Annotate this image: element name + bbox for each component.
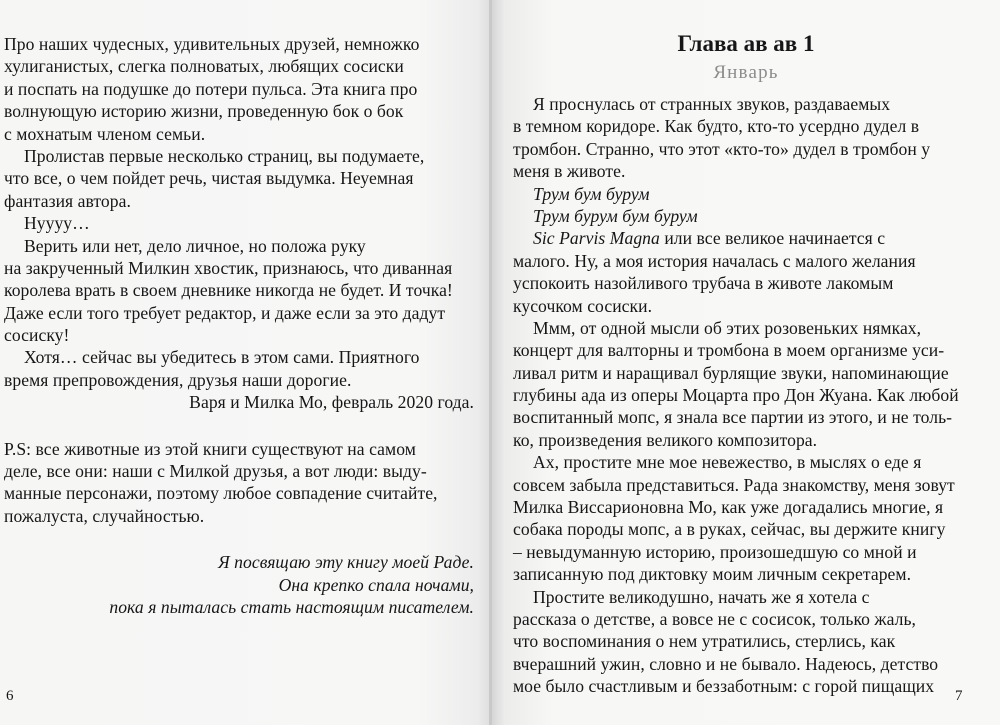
text-line: хулиганистых, слегка полноватых, любящих сосиски — [4, 56, 404, 77]
dedication-line: Я посвящаю эту книгу моей Раде. — [218, 552, 474, 573]
text-line: собака породы мопс, а в руках, сейчас, вы держите книгу — [513, 519, 946, 540]
text-line: Простите великодушно, начать же я хотела с — [533, 586, 870, 607]
text-line: концерт для валторны и тромбона в моем организме уси- — [513, 340, 945, 361]
text-line: записанную под диктовку моим личным секретарем. — [513, 564, 912, 585]
text-line: Даже если того требует редактор, и даже если за это дадут — [4, 302, 446, 323]
chapter-subtitle: Январь — [713, 62, 779, 83]
text-line: Милка Виссарионовна Мо, как уже догадались многие, я — [513, 497, 944, 518]
text-line: Ах, простите мне мое невежество, в мыслях о еде я — [533, 452, 922, 473]
text-line: Нуууу… — [24, 213, 90, 234]
left-page — [0, 0, 492, 725]
text-line: Про наших чудесных, удивительных друзей, немножко — [4, 34, 420, 54]
page-number: 6 — [6, 688, 14, 704]
text-line — [513, 227, 968, 249]
right-page-text — [513, 93, 968, 698]
text-fragment: или все великое начинается с — [659, 228, 886, 249]
text-line: тромбон. Странно, что этот «кто-то» дудел в тромбон у — [513, 138, 931, 159]
text-line: фантазия автора. — [4, 190, 131, 211]
page-number: 7 — [955, 688, 963, 704]
text-line: рассказа о детстве, а вовсе не с сосисок, только жаль, — [513, 608, 917, 629]
text-line: воспитанный мопс, я знала все партии из этого, и не толь- — [513, 407, 953, 428]
text-line: малого. Ну, а моя история началась с малого желания — [513, 250, 916, 271]
text-line: успокоить назойливого трубача в животе лакомым — [513, 273, 894, 294]
text-line: меня в животе. — [513, 161, 626, 182]
text-line: в темном коридоре. Как будто, кто-то усердно дудел в — [513, 116, 920, 137]
text-line: кусочком сосиски. — [513, 295, 653, 316]
text-line: Я проснулась от странных звуков, раздаваемых — [533, 94, 891, 114]
text-line: ко, произведения великого композитора. — [513, 429, 818, 450]
dedication-line: Она крепко спала ночами, — [278, 574, 474, 595]
text-line: волнующую историю жизни, проведенную бок о бок — [4, 101, 404, 122]
chapter-title: Глава ав ав 1 — [677, 31, 815, 56]
text-line: время препровождения, друзья наши дорогие. — [4, 369, 352, 390]
text-line: и поспать на подушке до потери пульса. Эта книга про — [4, 78, 418, 99]
left-page-text — [4, 33, 474, 618]
ps-line: P.S: все животные из этой книги существуют на самом — [4, 438, 416, 459]
text-line: сосиску! — [4, 325, 70, 346]
text-line: на закрученный Милкин хвостик, признаюсь, что диванная — [4, 257, 453, 278]
text-line: Верить или нет, дело личное, но положа руку — [24, 235, 366, 256]
text-line: совсем забыла представиться. Рада знакомству, меня зовут — [513, 474, 955, 495]
text-line: королева врать в своем дневнике никогда не будет. И точка! — [4, 280, 453, 301]
signature-line: Варя и Милка Мо, февраль 2020 года. — [189, 392, 474, 413]
ps-line: манные персонажи, поэтому любое совпадение считайте, — [4, 483, 438, 504]
ps-line: пожалуста, случайностью. — [4, 505, 205, 526]
text-line: что воспоминания о нем утратились, стерлись, как — [513, 631, 896, 652]
text-line: Пролистав первые несколько страниц, вы подумаете, — [24, 145, 425, 166]
text-line: Хотя… сейчас вы убедитесь в этом сами. Приятного — [24, 347, 420, 368]
right-page — [492, 0, 1000, 725]
dedication-line: пока я пыталась стать настоящим писателем. — [109, 596, 474, 617]
latin-phrase: Sic Parvis Magna — [533, 228, 660, 249]
text-line: мое было счастливым и беззаботным: с горой пищащих — [513, 676, 935, 697]
text-line: что все, о чем пойдет речь, чистая выдумка. Неуемная — [4, 168, 414, 189]
text-line: ливал ритм и наращивал бурлящие звуки, напоминающие — [513, 362, 949, 383]
text-line: с мохнатым членом семьи. — [4, 123, 206, 144]
verse-line: Трум бум бурум — [533, 183, 650, 204]
verse-line: Трум бурум бум бурум — [533, 205, 698, 226]
text-line: – невыдуманную историю, произошедшую со мной и — [513, 541, 917, 562]
text-line: глубины ада из оперы Моцарта про Дон Жуана. Как любой — [513, 385, 959, 406]
ps-line: деле, все они: наши с Милкой друзья, а вот люди: выду- — [4, 461, 427, 482]
text-line: вчерашний ужин, словно и не бывало. Надеюсь, детство — [513, 653, 939, 674]
text-line: Ммм, от одной мысли об этих розовеньких нямках, — [533, 317, 922, 338]
